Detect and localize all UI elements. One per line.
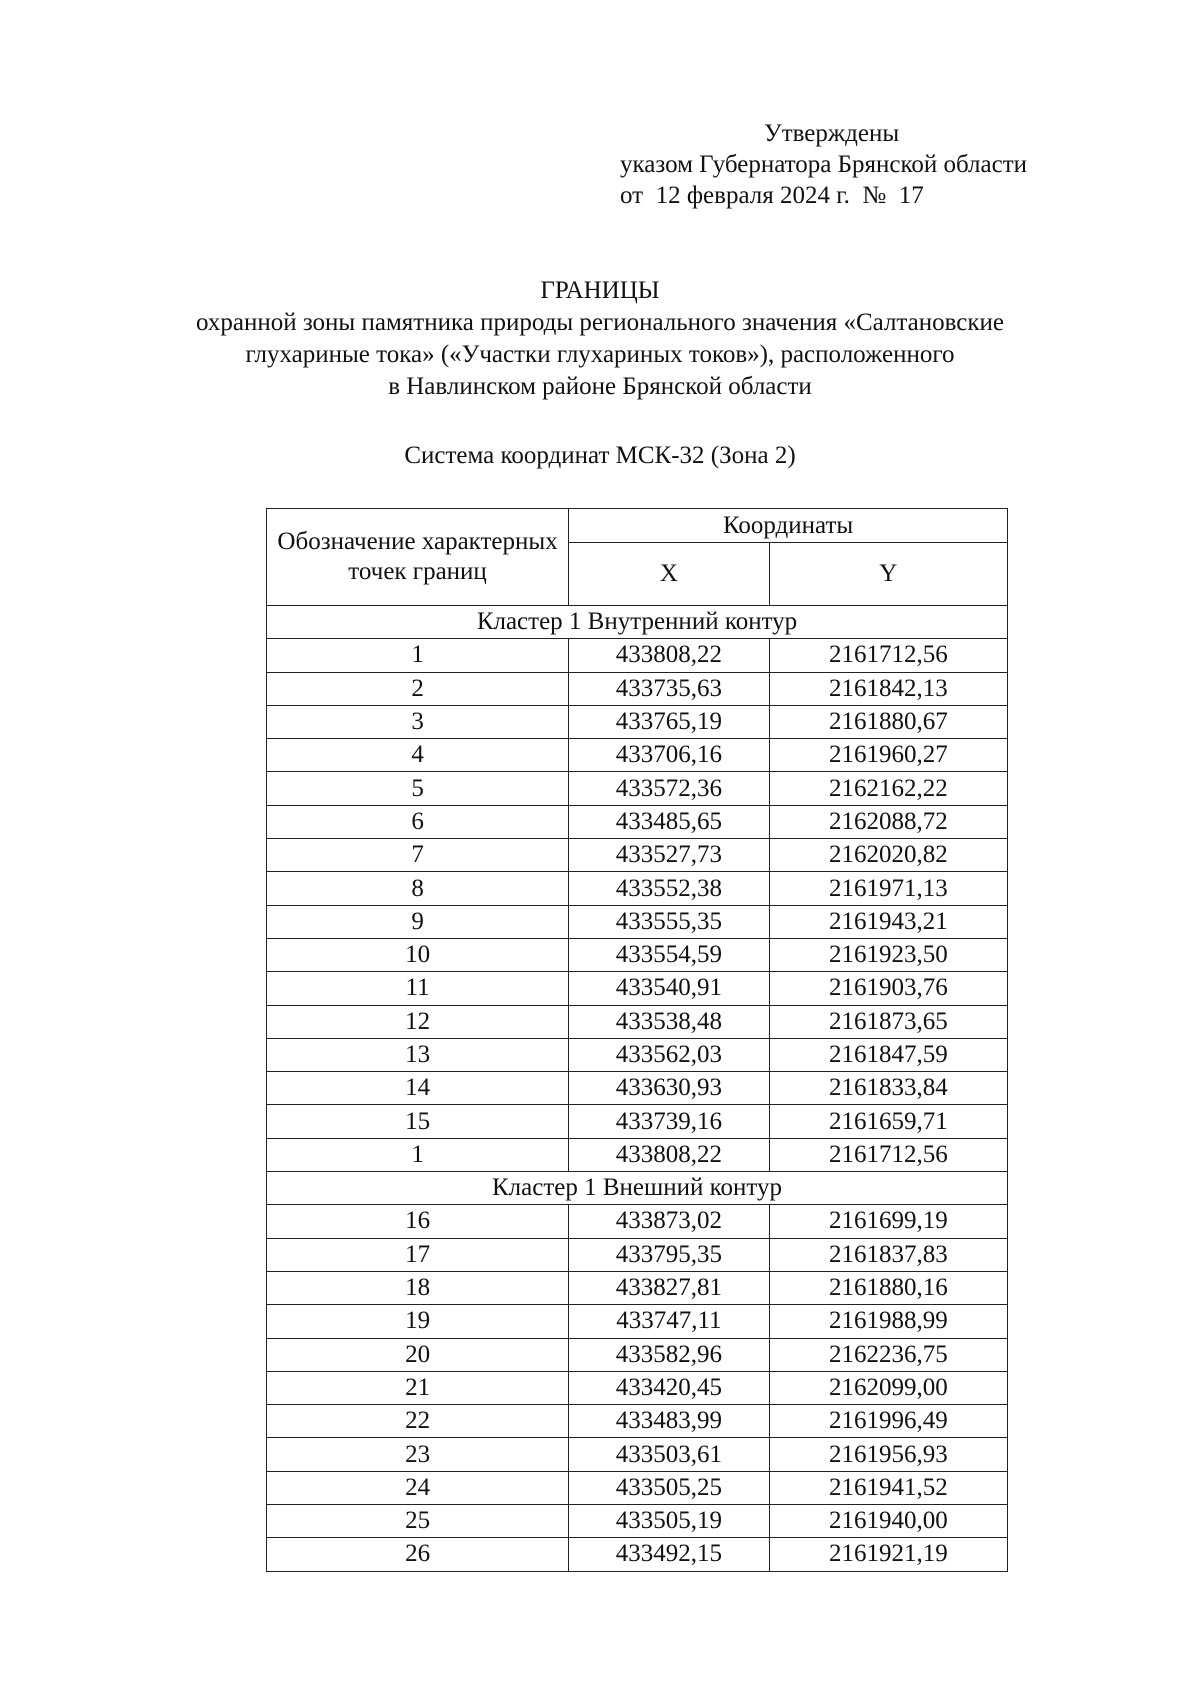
cell-y: 2161837,83 — [769, 1238, 1007, 1271]
table-row — [267, 1538, 1008, 1571]
cell-point: 20 — [267, 1338, 569, 1371]
cell-y: 2161847,59 — [769, 1038, 1007, 1071]
section-title: Кластер 1 Внешний контур — [267, 1172, 1008, 1205]
header-y: Y — [769, 543, 1007, 606]
cell-x: 433630,93 — [569, 1072, 770, 1105]
cell-y: 2161842,13 — [769, 672, 1007, 705]
cell-y: 2161921,19 — [769, 1538, 1007, 1571]
section-row — [267, 606, 1008, 639]
cell-point: 8 — [267, 872, 569, 905]
cell-point: 9 — [267, 905, 569, 938]
cell-y: 2161971,13 — [769, 872, 1007, 905]
table-row — [267, 1205, 1008, 1238]
cell-point: 10 — [267, 938, 569, 971]
cell-point: 1 — [267, 1138, 569, 1171]
cell-point: 3 — [267, 705, 569, 738]
cell-y: 2161956,93 — [769, 1438, 1007, 1471]
cell-y: 2161988,99 — [769, 1305, 1007, 1338]
title-heading: ГРАНИЦЫ — [540, 277, 660, 304]
table-row — [267, 805, 1008, 838]
cell-x: 433503,61 — [569, 1438, 770, 1471]
header-designation: Обозначение характерных точек границ — [267, 509, 569, 606]
table-row — [267, 1038, 1008, 1071]
cell-point: 19 — [267, 1305, 569, 1338]
table-row — [267, 1338, 1008, 1371]
table-row — [267, 1271, 1008, 1304]
approval-block — [620, 118, 1027, 211]
cell-y: 2162099,00 — [769, 1371, 1007, 1404]
cell-y: 2161960,27 — [769, 739, 1007, 772]
cell-x: 433562,03 — [569, 1038, 770, 1071]
table-row — [267, 905, 1008, 938]
cell-point: 15 — [267, 1105, 569, 1138]
table-row — [267, 839, 1008, 872]
approval-line-decree: указом Губернатора Брянской области — [620, 151, 1028, 178]
table-row — [267, 1438, 1008, 1471]
table-row — [267, 672, 1008, 705]
header-x: X — [569, 543, 770, 606]
cell-x: 433572,36 — [569, 772, 770, 805]
table-body — [267, 606, 1008, 1572]
cell-y: 2161880,16 — [769, 1271, 1007, 1304]
cell-point: 21 — [267, 1371, 569, 1404]
section-title: Кластер 1 Внутренний контур — [267, 606, 1008, 639]
cell-point: 12 — [267, 1005, 569, 1038]
cell-x: 433765,19 — [569, 705, 770, 738]
table-row — [267, 1471, 1008, 1504]
coordinate-system-label: Система координат МСК-32 (Зона 2) — [404, 442, 796, 469]
cell-y: 2161941,52 — [769, 1471, 1007, 1504]
cell-point: 7 — [267, 839, 569, 872]
cell-x: 433827,81 — [569, 1271, 770, 1304]
coordinates-table — [266, 508, 1008, 1572]
cell-x: 433808,22 — [569, 1138, 770, 1171]
cell-x: 433485,65 — [569, 805, 770, 838]
cell-x: 433505,19 — [569, 1505, 770, 1538]
table-row — [267, 972, 1008, 1005]
approval-line-date-number: от 12 февраля 2024 г. № 17 — [620, 182, 924, 209]
cell-y: 2162088,72 — [769, 805, 1007, 838]
cell-point: 22 — [267, 1405, 569, 1438]
cell-point: 16 — [267, 1205, 569, 1238]
cell-y: 2161923,50 — [769, 938, 1007, 971]
cell-x: 433552,38 — [569, 872, 770, 905]
section-row — [267, 1172, 1008, 1205]
cell-point: 6 — [267, 805, 569, 838]
cell-y: 2162236,75 — [769, 1338, 1007, 1371]
cell-x: 433540,91 — [569, 972, 770, 1005]
cell-y: 2161880,67 — [769, 705, 1007, 738]
cell-x: 433554,59 — [569, 938, 770, 971]
table-row — [267, 1238, 1008, 1271]
cell-x: 433706,16 — [569, 739, 770, 772]
header-coordinates: Координаты — [569, 509, 1008, 543]
cell-x: 433492,15 — [569, 1538, 770, 1571]
cell-x: 433739,16 — [569, 1105, 770, 1138]
table-row — [267, 1371, 1008, 1404]
table-row — [267, 1405, 1008, 1438]
cell-y: 2161873,65 — [769, 1005, 1007, 1038]
table-row — [267, 1505, 1008, 1538]
cell-y: 2161833,84 — [769, 1072, 1007, 1105]
cell-point: 18 — [267, 1271, 569, 1304]
cell-x: 433873,02 — [569, 1205, 770, 1238]
cell-y: 2162162,22 — [769, 772, 1007, 805]
cell-point: 26 — [267, 1538, 569, 1571]
cell-x: 433505,25 — [569, 1471, 770, 1504]
table-row — [267, 639, 1008, 672]
cell-y: 2161940,00 — [769, 1505, 1007, 1538]
cell-x: 433555,35 — [569, 905, 770, 938]
cell-point: 17 — [267, 1238, 569, 1271]
cell-x: 433735,63 — [569, 672, 770, 705]
cell-y: 2161903,76 — [769, 972, 1007, 1005]
table-row — [267, 705, 1008, 738]
cell-point: 24 — [267, 1471, 569, 1504]
table-row — [267, 1138, 1008, 1171]
table-row — [267, 739, 1008, 772]
cell-x: 433582,96 — [569, 1338, 770, 1371]
approval-line-approved: Утверждены — [764, 120, 900, 147]
table-row — [267, 1072, 1008, 1105]
table-row — [267, 938, 1008, 971]
cell-x: 433808,22 — [569, 639, 770, 672]
cell-y: 2161943,21 — [769, 905, 1007, 938]
cell-x: 433747,11 — [569, 1305, 770, 1338]
cell-x: 433538,48 — [569, 1005, 770, 1038]
table-row — [267, 1005, 1008, 1038]
document-title — [0, 275, 1200, 403]
cell-point: 1 — [267, 639, 569, 672]
table-row — [267, 1105, 1008, 1138]
cell-x: 433527,73 — [569, 839, 770, 872]
cell-x: 433483,99 — [569, 1405, 770, 1438]
cell-point: 2 — [267, 672, 569, 705]
cell-point: 14 — [267, 1072, 569, 1105]
table-row — [267, 772, 1008, 805]
cell-point: 13 — [267, 1038, 569, 1071]
table-row — [267, 1305, 1008, 1338]
cell-point: 25 — [267, 1505, 569, 1538]
cell-y: 2161712,56 — [769, 639, 1007, 672]
title-line-3: в Навлинском районе Брянской области — [388, 373, 812, 400]
cell-point: 11 — [267, 972, 569, 1005]
cell-y: 2161659,71 — [769, 1105, 1007, 1138]
cell-x: 433795,35 — [569, 1238, 770, 1271]
cell-point: 5 — [267, 772, 569, 805]
cell-point: 23 — [267, 1438, 569, 1471]
cell-point: 4 — [267, 739, 569, 772]
title-line-2: глухариные тока» («Участки глухариных токов»), расположенного — [245, 341, 955, 368]
cell-y: 2162020,82 — [769, 839, 1007, 872]
title-line-1: охранной зоны памятника природы регионального значения «Салтановские — [195, 309, 1005, 336]
cell-y: 2161996,49 — [769, 1405, 1007, 1438]
cell-y: 2161699,19 — [769, 1205, 1007, 1238]
cell-x: 433420,45 — [569, 1371, 770, 1404]
cell-y: 2161712,56 — [769, 1138, 1007, 1171]
table-row — [267, 872, 1008, 905]
